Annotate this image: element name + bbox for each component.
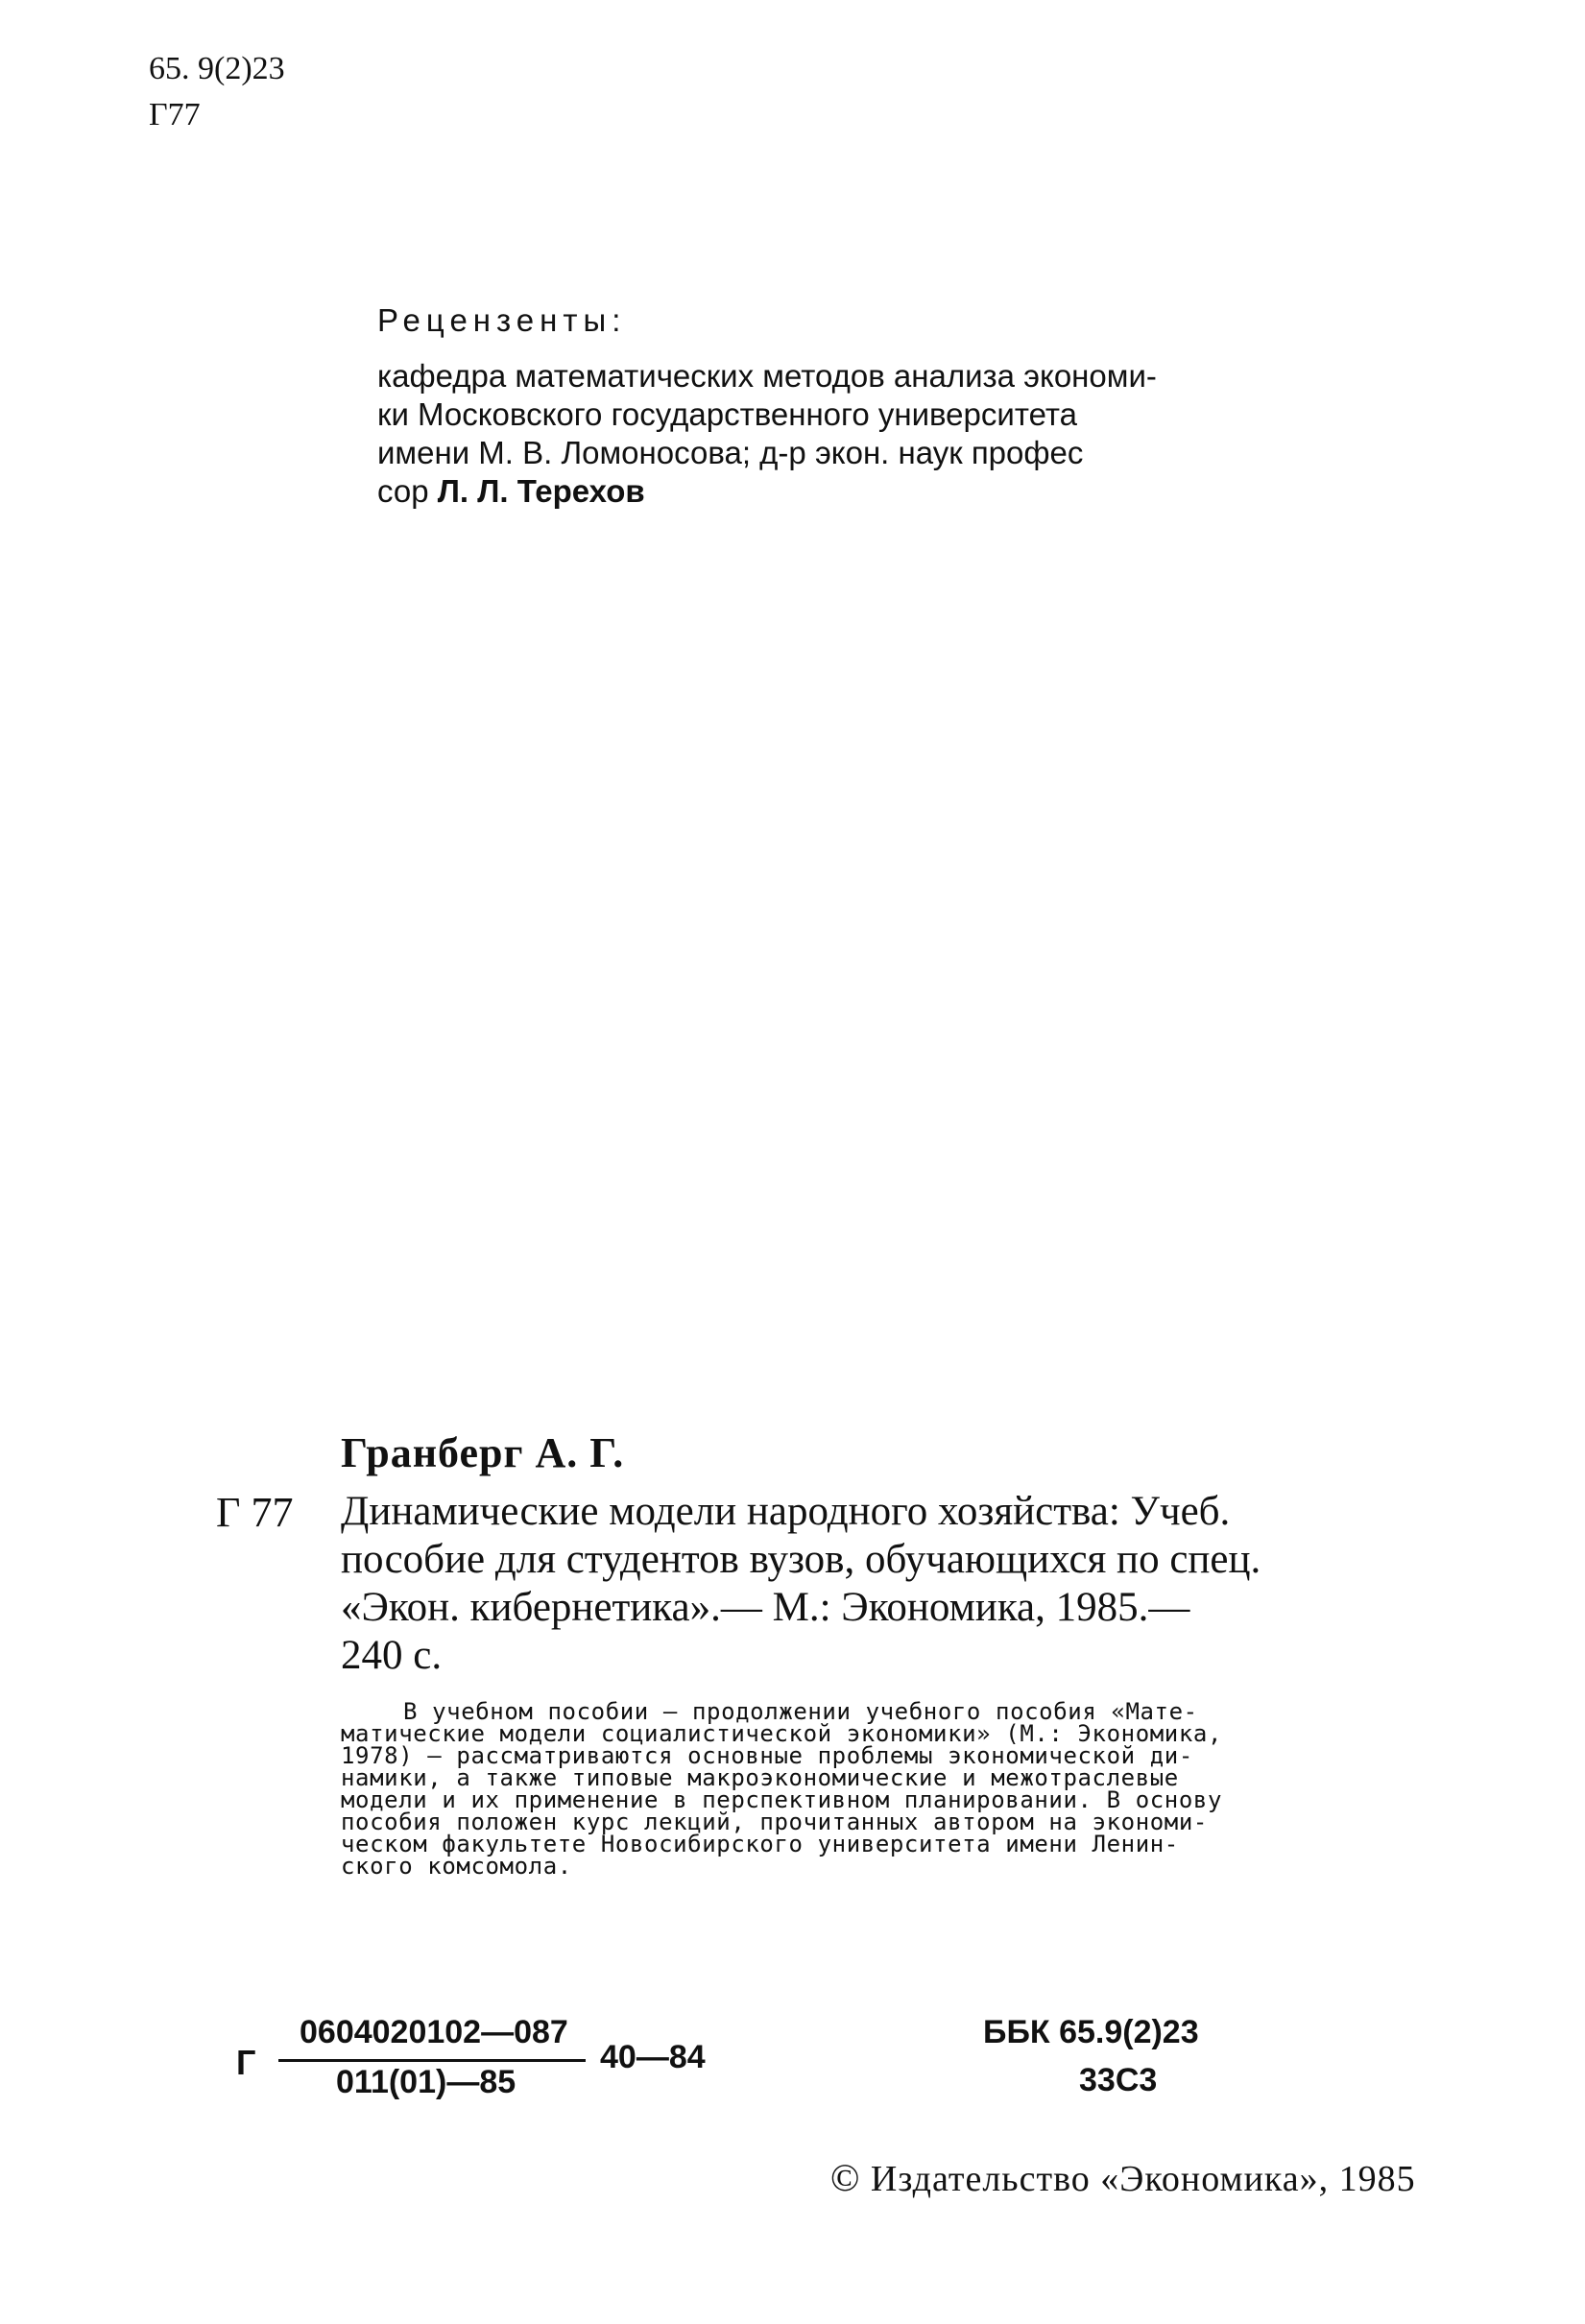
abstract-line: 1978) — рассматриваются основные проблемы экономической ди-: [341, 1742, 1193, 1769]
reviewers-line: ки Московского государственного университета: [377, 396, 1077, 432]
copyright-text: Издательство «Экономика», 1985: [860, 2159, 1416, 2199]
publisher-code-denominator: 011(01)—85: [336, 2064, 516, 2100]
reviewers-line-text: сор: [377, 473, 438, 509]
fraction-bar: [278, 2059, 586, 2062]
catalog-mark: Г 77: [216, 1489, 294, 1536]
abstract-line: матические модели социалистической экономики» (М.: Экономика,: [341, 1720, 1223, 1747]
bbk-subcode: 33С3: [1079, 2062, 1158, 2098]
copyright-icon: ©: [830, 2156, 861, 2199]
title-line: 240 с.: [341, 1633, 443, 1678]
reviewers-line: кафедра математических методов анализа экономи-: [377, 358, 1157, 394]
abstract-line: ческом факультете Новосибирского университета имени Ленин-: [341, 1831, 1179, 1857]
copyright-notice: [830, 2155, 1416, 2200]
classification-code: 65. 9(2)23: [149, 51, 285, 86]
reviewers-line: [377, 472, 645, 511]
bbk-code: ББК 65.9(2)23: [983, 2014, 1199, 2050]
abstract-line: намики, а также типовые макроэкономические и межотраслевые: [341, 1764, 1179, 1791]
reviewers-heading: Рецензенты:: [377, 302, 627, 338]
reviewers-line: имени М. В. Ломоносова; д-р экон. наук профес: [377, 435, 1084, 470]
abstract-line: модели и их применение в перспективном планировании. В основу: [341, 1786, 1223, 1813]
abstract-line: пособия положен курс лекций, прочитанных автором на экономи-: [341, 1809, 1208, 1835]
publisher-code-letter: Г: [236, 2043, 256, 2082]
book-author: Гранберг А. Г.: [341, 1429, 625, 1476]
title-line: Динамические модели народного хозяйства: Учеб.: [341, 1489, 1231, 1534]
reviewer-name: Л. Л. Терехов: [437, 473, 645, 509]
author-mark: Г77: [149, 97, 201, 132]
publisher-code-numerator: 0604020102—087: [300, 2014, 568, 2050]
title-line: «Экон. кибернетика».— М.: Экономика, 1985.—: [341, 1585, 1190, 1630]
abstract-line: ского комсомола.: [341, 1853, 572, 1880]
publisher-code-order: 40—84: [600, 2039, 706, 2075]
title-line: пособие для студентов вузов, обучающихся по спец.: [341, 1537, 1261, 1582]
abstract-line: В учебном пособии — продолжении учебного пособия «Мате-: [403, 1698, 1198, 1725]
